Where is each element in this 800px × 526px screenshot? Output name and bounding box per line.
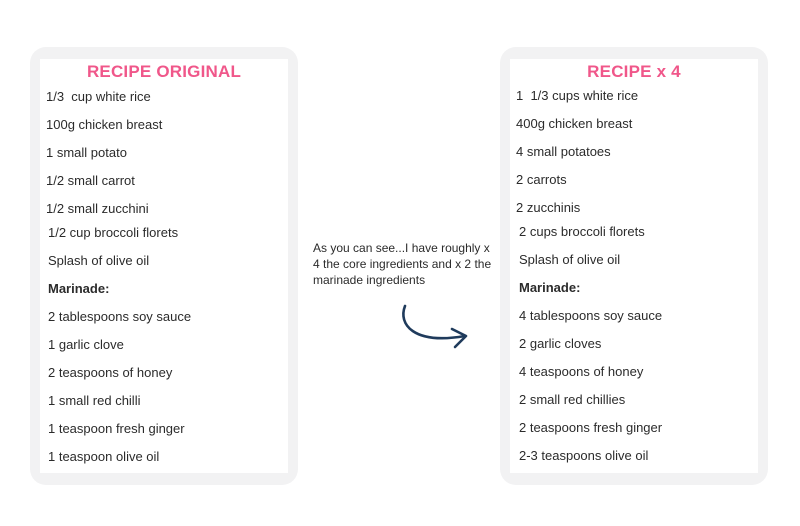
recipe-original-title: RECIPE ORIGINAL <box>86 62 242 81</box>
scaled-item: 2 cups broccoli florets <box>519 224 645 239</box>
original-item: 1/2 cup broccoli florets <box>48 225 179 240</box>
recipe-scaled-title: RECIPE x 4 <box>587 62 681 81</box>
original-item: 100g chicken breast <box>46 117 163 132</box>
original-item: 2 tablespoons soy sauce <box>48 309 192 324</box>
curved-arrow-icon <box>395 300 475 355</box>
scaled-item: 4 tablespoons soy sauce <box>519 308 663 323</box>
scaled-item: 400g chicken breast <box>516 116 633 131</box>
scaled-item: 2 teaspoons fresh ginger <box>519 420 663 435</box>
recipe-scaled-card <box>500 47 768 485</box>
scaled-item: 2 carrots <box>516 172 567 187</box>
original-marinade-heading: Marinade: <box>48 281 110 296</box>
recipe-original-panel <box>40 59 288 473</box>
original-item: Splash of olive oil <box>48 253 150 268</box>
scaling-note: As you can see...I have roughly x 4 the core ingredients and x 2 the marinade ingredients <box>313 241 492 287</box>
scaled-item: 4 small potatoes <box>516 144 611 159</box>
scaled-marinade-heading: Marinade: <box>519 280 581 295</box>
scaled-item: 2 garlic cloves <box>519 336 602 351</box>
original-item: 1/2 small carrot <box>46 173 135 188</box>
original-item: 1 small red chilli <box>48 393 141 408</box>
scaled-item: 2 zucchinis <box>516 200 581 215</box>
original-item: 1 teaspoon olive oil <box>48 449 160 464</box>
scaled-item: Splash of olive oil <box>519 252 621 267</box>
scaled-item: 1 1/3 cups white rice <box>516 88 639 103</box>
scaled-item: 2 small red chillies <box>519 392 626 407</box>
original-item: 1 garlic clove <box>48 337 124 352</box>
recipe-scaled-panel <box>510 59 758 473</box>
scaled-item: 2-3 teaspoons olive oil <box>519 448 649 463</box>
original-item: 1 teaspoon fresh ginger <box>48 421 185 436</box>
scaled-item: 4 teaspoons of honey <box>519 364 644 379</box>
recipe-original-card <box>30 47 298 485</box>
original-item: 1/2 small zucchini <box>46 201 149 216</box>
original-item: 1/3 cup white rice <box>46 89 151 104</box>
original-item: 1 small potato <box>46 145 127 160</box>
original-item: 2 teaspoons of honey <box>48 365 173 380</box>
